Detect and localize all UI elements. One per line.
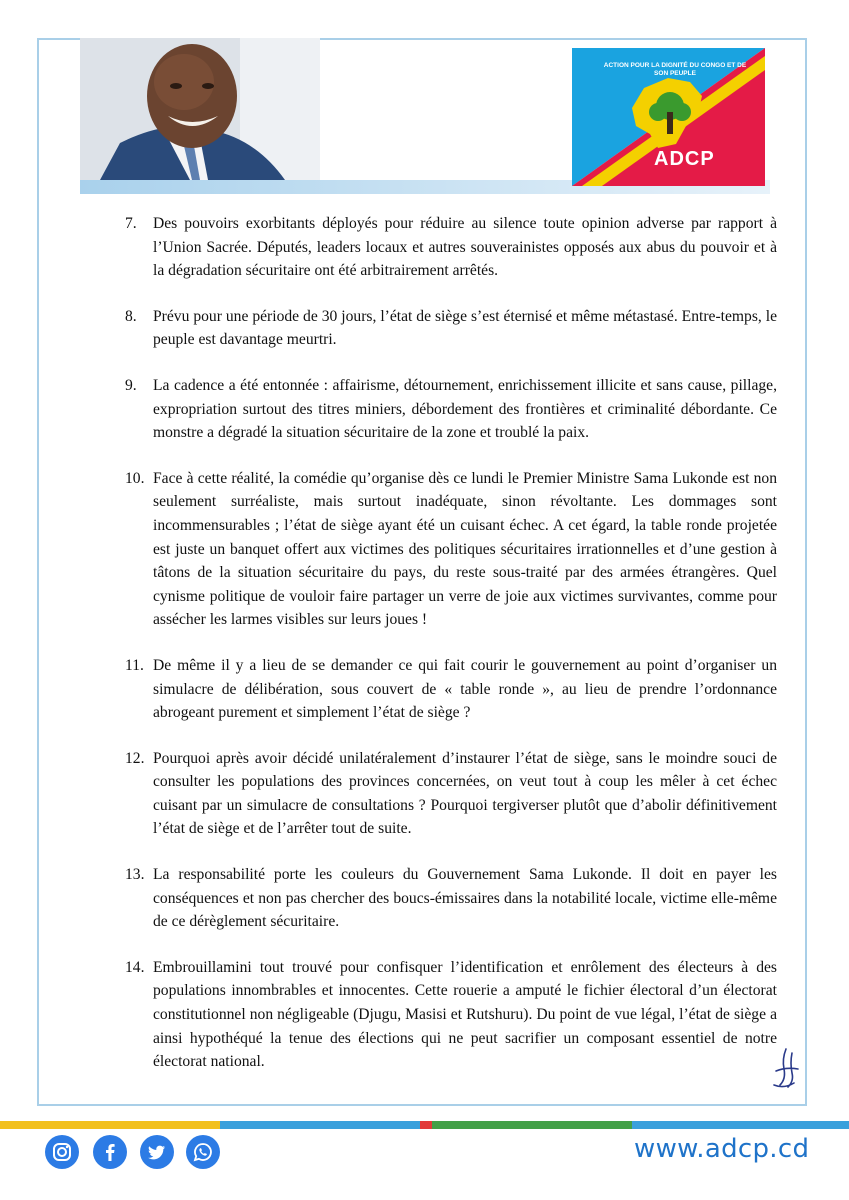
item-number: 9. bbox=[125, 376, 137, 394]
list-item bbox=[125, 212, 777, 283]
logo-text: ADCP bbox=[654, 148, 715, 170]
item-number: 14. bbox=[125, 958, 145, 976]
item-text: La cadence a été entonnée : affairisme, détournement, enrichissement illicite et sans cause, pillage, expropriation surtout des titres miniers, débordement des frontières et criminalité débordante. Ce monstre a dégradé la situation sécuritaire de la zone et troublé la paix. bbox=[153, 376, 777, 442]
item-number: 7. bbox=[125, 215, 137, 232]
header-portrait-photo bbox=[80, 38, 320, 180]
item-number: 8. bbox=[125, 307, 137, 325]
list-item bbox=[125, 467, 777, 632]
facebook-icon[interactable] bbox=[93, 1135, 127, 1169]
item-text: La responsabilité porte les couleurs du Gouvernement Sama Lukonde. Il doit en payer les conséquences et non pas chercher des boucs-émissaires dans la notabilité locale, victime elle-même de ce dérèglement sécuritaire. bbox=[153, 866, 777, 931]
list-item bbox=[125, 747, 777, 841]
list-item bbox=[125, 956, 777, 1074]
whatsapp-icon[interactable] bbox=[186, 1135, 220, 1169]
item-number: 12. bbox=[125, 749, 145, 767]
list-item bbox=[125, 654, 777, 725]
handwritten-signature bbox=[770, 1045, 800, 1090]
item-number: 13. bbox=[125, 866, 145, 884]
item-text: Des pouvoirs exorbitants déployés pour réduire au silence toute opinion adverse par rapport à l’Union Sacrée. Députés, leaders locaux et autres souverainistes opposés aux abus du pouvoir et à la dégradation sécuritaire ont été arbitrairement arrêtés. bbox=[153, 215, 777, 280]
instagram-icon[interactable] bbox=[45, 1135, 79, 1169]
website-link[interactable]: www.adcp.cd bbox=[634, 1134, 810, 1164]
adcp-logo bbox=[572, 48, 765, 186]
footer-color-bar bbox=[0, 1121, 849, 1129]
numbered-list bbox=[125, 212, 777, 1096]
item-number: 11. bbox=[125, 656, 144, 674]
item-number: 10. bbox=[125, 469, 145, 487]
item-text: De même il y a lieu de se demander ce qui fait courir le gouvernement au point d’organiser un simulacre de délibération, sous couvert de « table ronde », au lieu de prendre l’ordonnance abrogeant purement et simplement l’état de siège ? bbox=[153, 656, 777, 722]
item-text: Face à cette réalité, la comédie qu’organise dès ce lundi le Premier Ministre Sama Lukonde est non seulement surréaliste, mais surtout inadéquate, sinon révoltante. Les dommages sont incommensurables ; l’état de siège ayant été un cuisant échec. A cet égard, la table ronde projetée est juste un banquet offert aux victimes des politiques sécuritaires irrationnelles et d’une gestion à tâtons de la situation sécuritaire du pays, du reste sous-traité par des armées étrangères. Quel cynisme politique de vouloir faire partager un verre de joie aux victimes survivantes, comme pour assécher les larmes visibles sur leurs joues ! bbox=[153, 469, 777, 629]
list-item bbox=[125, 863, 777, 934]
list-item bbox=[125, 374, 777, 445]
twitter-icon[interactable] bbox=[140, 1135, 174, 1169]
item-text: Embrouillamini tout trouvé pour confisquer l’identification et enrôlement des électeurs à des populations innombrables et innocentes. Cette rouerie a amputé le fichier électoral d’un électorat constitutionnel non négligeable (Djugu, Masisi et Rutshuru). Du point de vue légal, l’état de siège a ainsi hypothéqué la tenue des élections qui ne peut sacrifier un composant essentiel de notre électorat national. bbox=[153, 958, 777, 1071]
logo-arc-text: ACTION POUR LA DIGNITÉ DU CONGO ET DE SON PEUPLE bbox=[603, 62, 747, 77]
item-text: Pourquoi après avoir décidé unilatéralement d’instaurer l’état de siège, sans le moindre souci de consulter les populations des provinces concernées, on veut tout à coup les mêler à cet échec cuisant par un simulacre de consultations ? Pourquoi tergiverser plutôt que d’abolir définitivement l’état de siège et de l’arrêter tout de suite. bbox=[153, 749, 777, 838]
item-text: Prévu pour une période de 30 jours, l’état de siège s’est éternisé et même métastasé. Entre-temps, le peuple est davantage meurtri. bbox=[153, 307, 777, 349]
list-item bbox=[125, 305, 777, 352]
